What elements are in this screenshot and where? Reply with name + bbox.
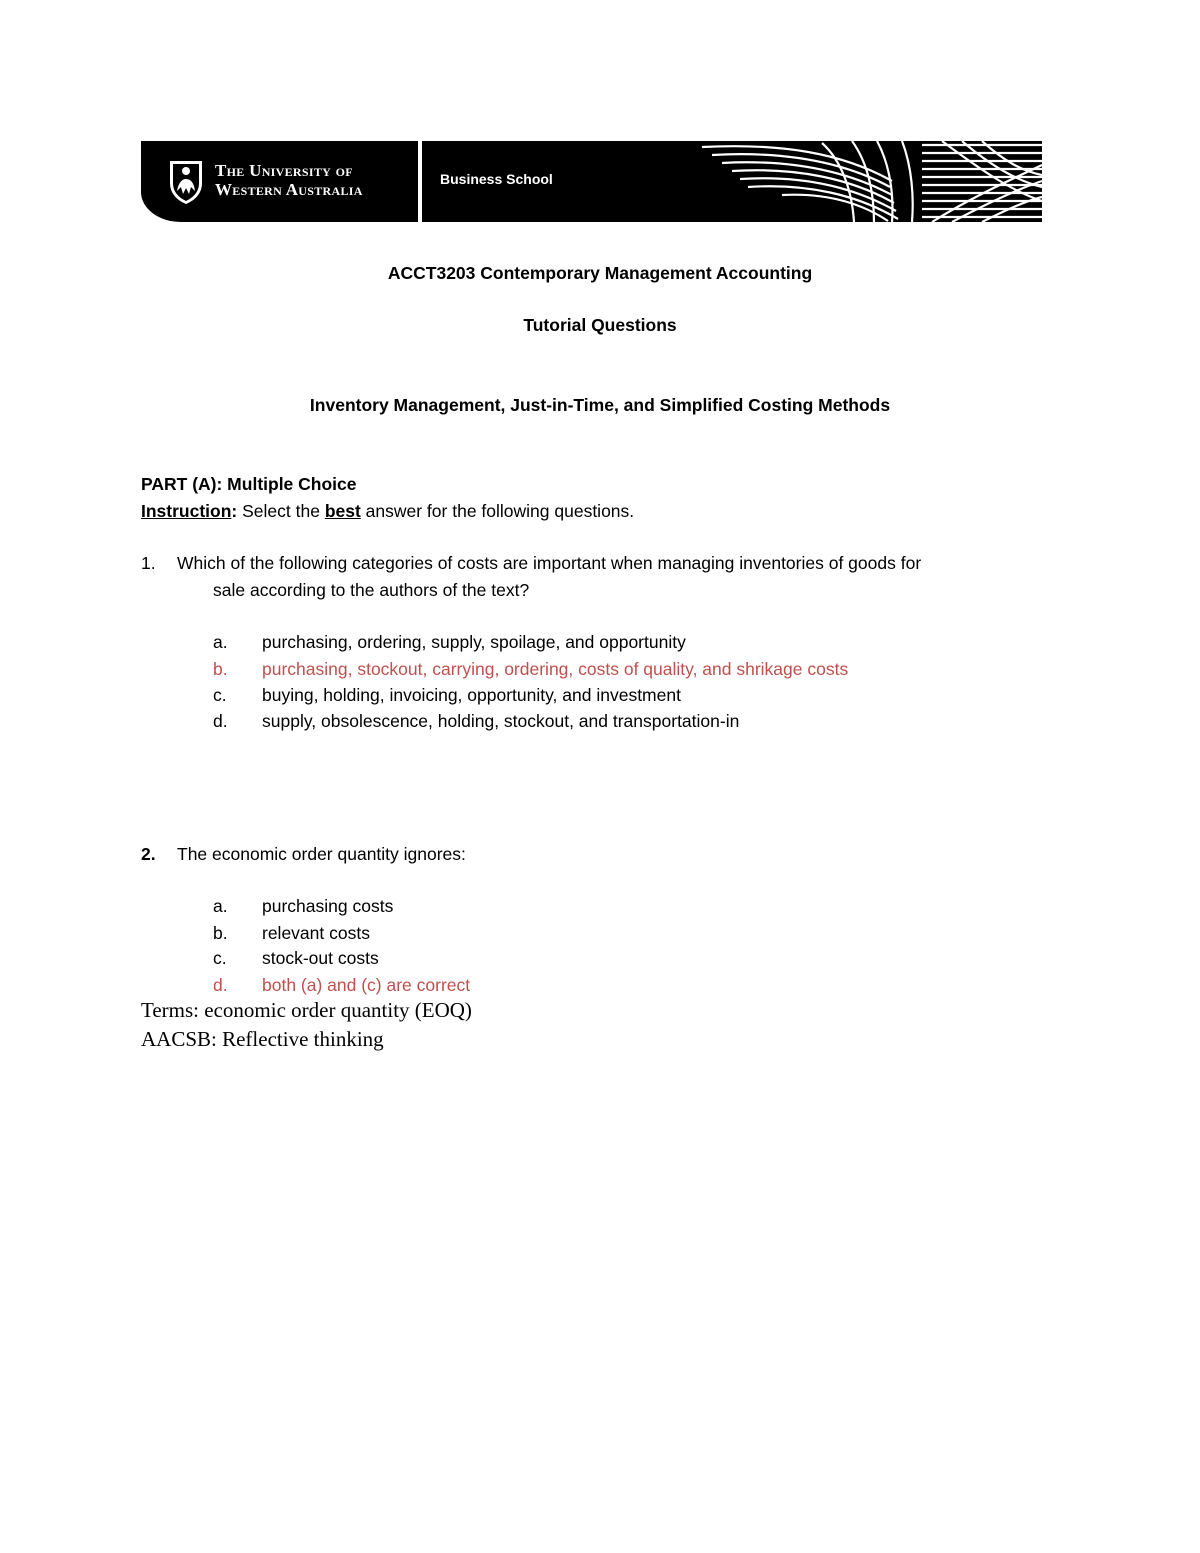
option-text: relevant costs: [262, 923, 370, 943]
option-letter: b.: [213, 659, 228, 679]
option-letter: d.: [213, 711, 228, 731]
question-text-line1: Which of the following categories of costs are important when managing inventories of goods for: [177, 553, 922, 573]
business-school-banner: [422, 141, 1042, 222]
option-text: stock-out costs: [262, 948, 379, 968]
option-text: supply, obsolescence, holding, stockout, and transportation-in: [262, 711, 740, 731]
instruction-text-pre: Select the: [237, 501, 325, 521]
university-name-line1: The University of: [215, 161, 353, 180]
option-letter: a.: [213, 632, 228, 652]
question-number: 2.: [141, 844, 156, 864]
option-letter: c.: [213, 685, 227, 705]
option-text: buying, holding, invoicing, opportunity, and investment: [262, 685, 681, 705]
option-letter: c.: [213, 948, 227, 968]
document-subtitle: Tutorial Questions: [523, 315, 677, 335]
question-text-line1: The economic order quantity ignores:: [177, 844, 466, 864]
university-name-line2: Western Australia: [215, 180, 363, 199]
terms-line: Terms: economic order quantity (EOQ): [141, 998, 472, 1022]
option-text: both (a) and (c) are correct: [262, 975, 471, 995]
business-school-label: Business School: [440, 171, 553, 187]
university-logo: [141, 141, 418, 222]
option-letter: d.: [213, 975, 228, 995]
option-text: purchasing, ordering, supply, spoilage, and opportunity: [262, 632, 686, 652]
instruction-emphasis: best: [324, 501, 361, 521]
part-heading: PART (A): Multiple Choice: [141, 474, 357, 494]
instruction-text-post: answer for the following questions.: [360, 501, 635, 521]
option-text: purchasing, stockout, carrying, ordering, costs of quality, and shrikage costs: [262, 659, 849, 679]
instruction-label: Instruction: [141, 501, 232, 521]
question-number: 1.: [141, 553, 156, 573]
question-text-line2: sale according to the authors of the text?: [213, 580, 530, 600]
topic-heading: Inventory Management, Just-in-Time, and Simplified Costing Methods: [309, 395, 891, 415]
option-letter: b.: [213, 923, 228, 943]
header-banner: [141, 141, 1042, 222]
aacsb-line: AACSB: Reflective thinking: [141, 1027, 384, 1051]
instruction-colon: :: [231, 501, 238, 521]
instruction-line: [141, 500, 634, 522]
crest-icon: [167, 157, 205, 205]
option-text: purchasing costs: [262, 896, 394, 916]
option-letter: a.: [213, 896, 228, 916]
university-name: [215, 161, 363, 199]
course-title: ACCT3203 Contemporary Management Accounting: [387, 263, 813, 283]
